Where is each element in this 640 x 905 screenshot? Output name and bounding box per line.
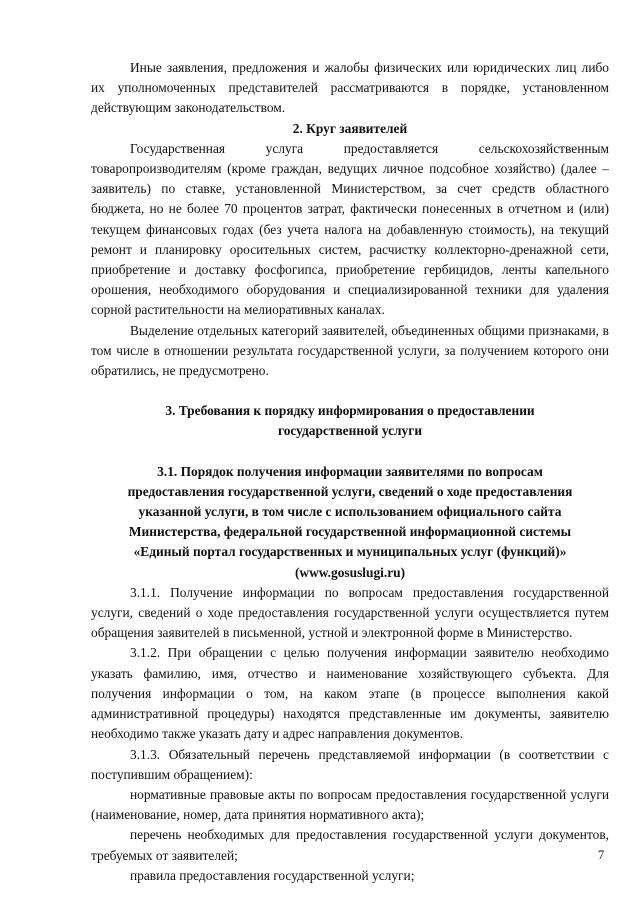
subheading-line: Министерства, федеральной государственной информационной системы [128, 524, 572, 540]
paragraph-3-1-1: 3.1.1. Получение информации по вопросам предоставления государственной услуги, сведений о ходе предоставления государственной услуги осуществляется путем обращения заявителей в письменной, устной и электронной форме в Министерство. [91, 584, 609, 641]
subsection-3-1-heading [91, 462, 609, 583]
section2-heading: 2. Круг заявителей [292, 120, 408, 136]
section2-paragraph2: Выделение отдельных категорий заявителей, объединенных общими признаками, в том числе в отношении результата государственной услуги, за получением которого они обратились, не предусмотрено. [91, 322, 609, 379]
subheading-line: предоставления государственной услуги, сведений о ходе предоставления [127, 483, 573, 499]
subheading-line: 3.1. Порядок получения информации заявителями по вопросам [157, 463, 543, 479]
subheading-line: указанной услуги, в том числе с использованием официального сайта [138, 504, 562, 520]
intro-paragraph: Иные заявления, предложения и жалобы физических или юридических лиц либо их уполномоченных представителей рассматриваются в порядке, установленном действующим законодательством. [91, 60, 609, 116]
spacer [91, 442, 609, 462]
subheading-line: (www.gosuslugi.ru) [294, 564, 406, 580]
section2-paragraph1: Государственная услуга предоставляется сельскохозяйственным товаропроизводителям (кроме граждан, ведущих личное подсобное хозяйство) (далее – заявитель) по ставке, установленной Министерством, за счет средств областного бюджета, но не более 70 процентов затрат, фактически понесенных в отчетном и (или) текущем финансовых годах (без учета налога на добавленную стоимость), на текущий ремонт и планировку оросительных систем, расчистку коллекторно-дренажной сети, приобретение и доставку фосфогипса, приобретение гербицидов, ленты капельного орошения, необходимого оборудования и специализированной техники для удаления сорной растительности на мелиоративных каналах. [91, 140, 609, 318]
section3-heading-line2: государственной услуги [277, 423, 423, 439]
subheading-line: «Единый портал государственных и муниципальных услуг (функций)» [133, 544, 567, 560]
list-item: перечень необходимых для предоставления государственной услуги документов, требуемых от заявителей; [91, 827, 609, 863]
document-page [91, 58, 609, 886]
paragraph-3-1-2: 3.1.2. При обращении с целью получения информации заявителю необходимо указать фамилию, имя, отчество и наименование хозяйствующего субъекта. Для получения информации о том, на каком этапе (в процессе выполнения какой административной процедуры) находятся представленные им документы, заявителю необходимо также указать дату и адрес направления документов. [91, 645, 609, 742]
spacer [91, 381, 609, 401]
list-item: правила предоставления государственной услуги; [130, 867, 415, 883]
list-item: нормативные правовые акты по вопросам предоставления государственной услуги (наименование, номер, дата принятия нормативного акта); [91, 786, 609, 823]
page-number: 7 [598, 848, 605, 862]
section3-heading-line1: 3. Требования к порядку информирования о предоставлении [165, 403, 535, 419]
paragraph-3-1-3: 3.1.3. Обязательный перечень представляемой информации (в соответствии с поступившим обращением): [91, 746, 609, 782]
